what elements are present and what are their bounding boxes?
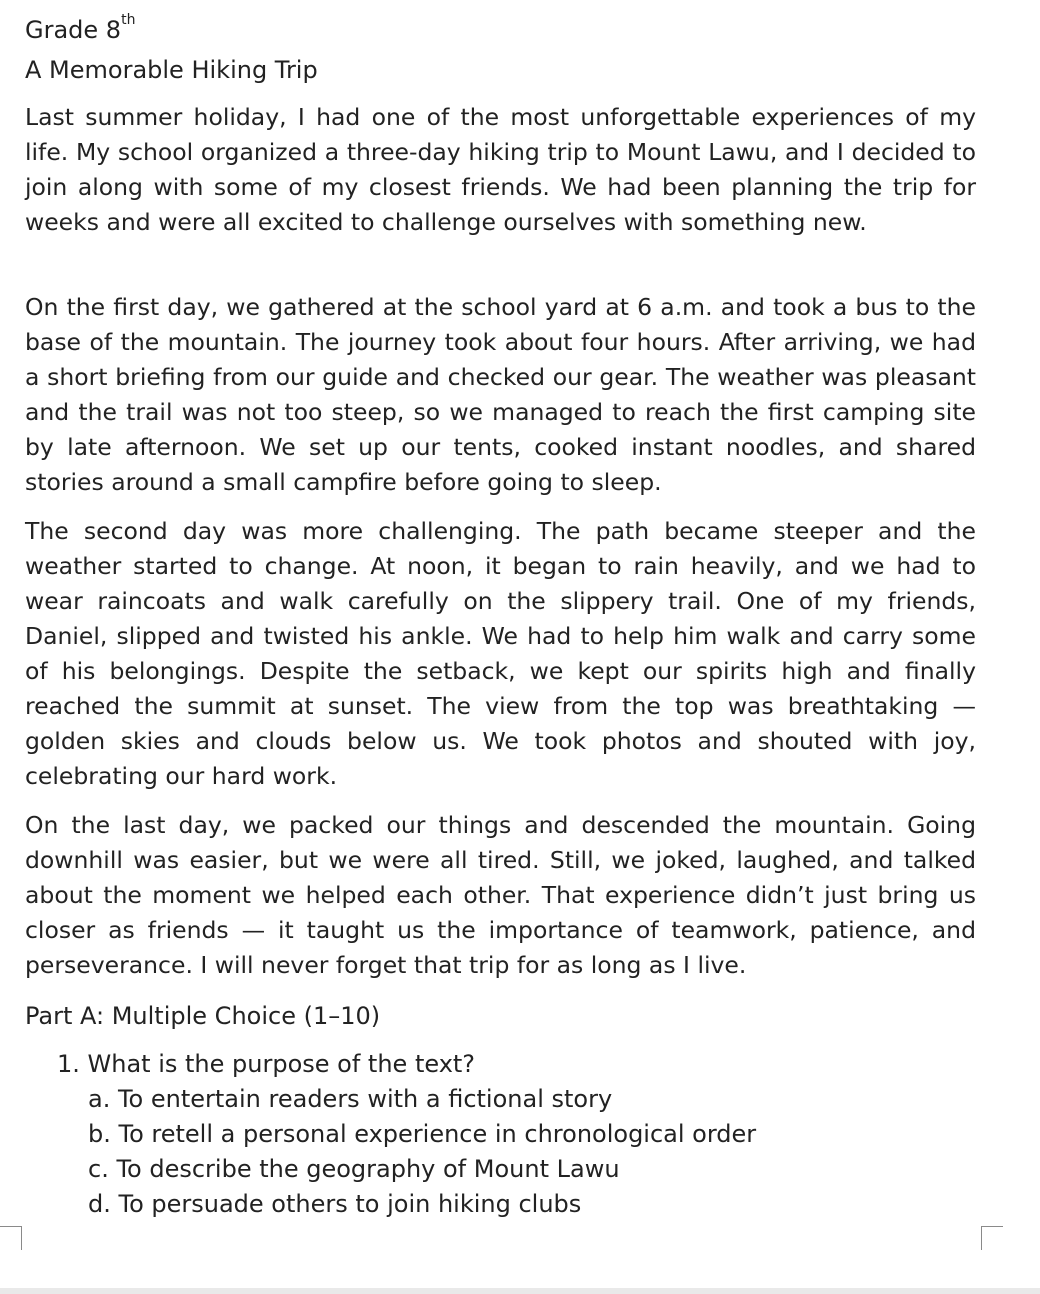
grade-suffix: th — [121, 12, 136, 28]
page-corner-mark-left — [0, 1226, 22, 1250]
part-a-heading: Part A: Multiple Choice (1–10) — [25, 1002, 381, 1030]
question-1: 1. What is the purpose of the text? — [57, 1050, 476, 1078]
page-bottom-edge — [0, 1288, 1040, 1294]
document-title: A Memorable Hiking Trip — [25, 56, 318, 84]
answer-option-a: a. To entertain readers with a fictional story — [88, 1085, 613, 1113]
answer-option-c: c. To describe the geography of Mount Lawu — [88, 1155, 620, 1183]
grade-label: Grade 8 — [25, 16, 122, 44]
page-corner-mark-right — [981, 1226, 1003, 1250]
paragraph-last-day: On the last day, we packed our things and descended the mountain. Going downhill was easier, but we were all tired. Still, we joked, laughed, and talked about the moment we helped each other. That experience didn’t just bring us closer as friends — it taught us the importance of teamwork, patience, and perseverance. I will never forget that trip for as long as I live. — [25, 811, 976, 979]
answer-option-b: b. To retell a personal experience in chronological order — [88, 1120, 757, 1148]
paragraph-day-one: On the first day, we gathered at the school yard at 6 a.m. and took a bus to the base of the mountain. The journey took about four hours. After arriving, we had a short briefing from our guide and checked our gear. The weather was pleasant and the trail was not too steep, so we managed to reach the first camping site by late afternoon. We set up our tents, cooked instant noodles, and shared stories around a small campfire before going to sleep. — [25, 293, 976, 496]
paragraph-day-two: The second day was more challenging. The path became steeper and the weather started to change. At noon, it began to rain heavily, and we had to wear raincoats and walk carefully on the slippery trail. One of my friends, Daniel, slipped and twisted his ankle. We had to help him walk and carry some of his belongings. Despite the setback, we kept our spirits high and finally reached the summit at sunset. The view from the top was breathtaking — golden skies and clouds below us. We took photos and shouted with joy, celebrating our hard work. — [25, 517, 976, 790]
answer-option-d: d. To persuade others to join hiking clubs — [88, 1190, 582, 1218]
answer-options — [88, 1082, 756, 1222]
grade-heading — [25, 2, 135, 48]
paragraph-intro: Last summer holiday, I had one of the most unforgettable experiences of my life. My school organized a three-day hiking trip to Mount Lawu, and I decided to join along with some of my closest friends. We had been planning the trip for weeks and were all excited to challenge ourselves with something new. — [25, 103, 976, 236]
